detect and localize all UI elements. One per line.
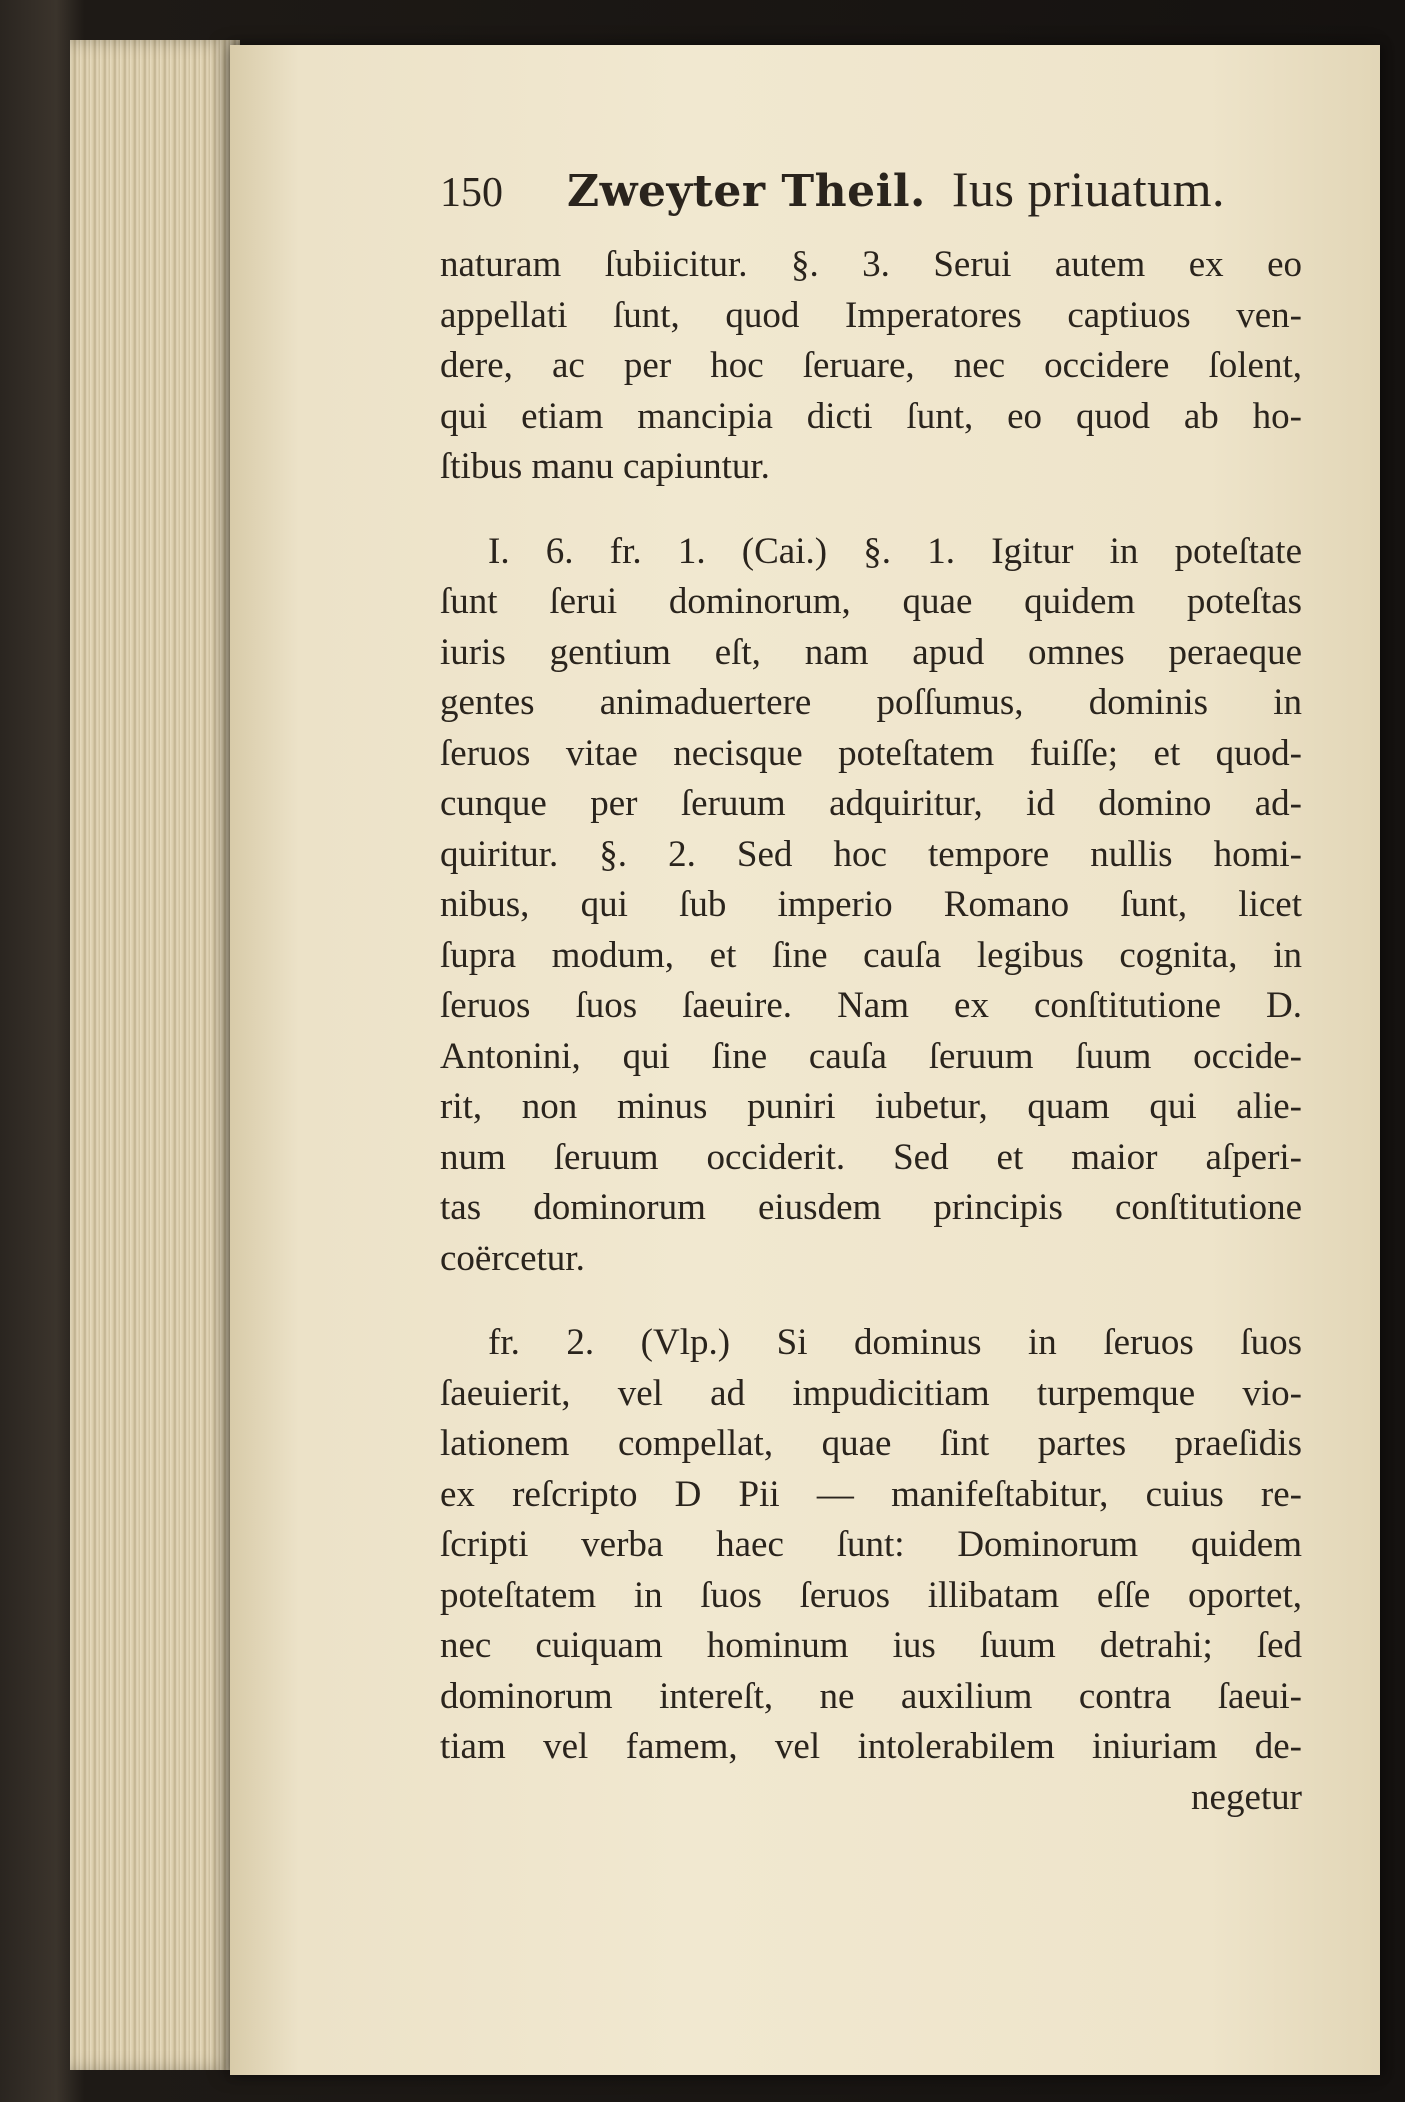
- text-line: appellati ſunt, quod Imperatores captiuos ven-: [440, 294, 1302, 336]
- text-line: num ſeruum occiderit. Sed et maior aſperi-: [440, 1136, 1302, 1178]
- text-line: cunque per ſeruum adquiritur, id domino ad-: [440, 783, 1302, 824]
- paragraph-1: [440, 240, 1302, 493]
- page-text: [440, 160, 1302, 1823]
- text-line: ſeruos ſuos ſaeuire. Nam ex conſtitutione D.: [440, 985, 1302, 1026]
- text-line: rit, non minus puniri iubetur, quam qui alie-: [440, 1086, 1302, 1127]
- book-page-edges: [70, 40, 240, 2070]
- text-line: naturam ſubiicitur. §. 3. Serui autem ex eo: [440, 244, 1302, 285]
- text-line: dere, ac per hoc ſeruare, nec occidere ſolent,: [440, 345, 1302, 386]
- paragraph-3: [440, 1318, 1302, 1823]
- text-line: ſeruos vitae necisque poteſtatem fuiſſe; et quod-: [440, 732, 1302, 774]
- text-line: ex reſcripto D Pii — manifeſtabitur, cuius re-: [440, 1473, 1302, 1515]
- running-title-german: Zweyter Theil.: [567, 166, 926, 217]
- running-header: [440, 160, 1302, 240]
- text-line: Antonini, qui ſine cauſa ſeruum ſuum occide-: [440, 1035, 1302, 1077]
- text-line: poteſtatem in ſuos ſeruos illibatam eſſe oportet,: [440, 1574, 1302, 1616]
- text-line: iuris gentium eſt, nam apud omnes peraeque: [440, 631, 1302, 673]
- text-line: ſupra modum, et ſine cauſa legibus cognita, in: [440, 934, 1302, 976]
- text-line: qui etiam mancipia dicti ſunt, eo quod ab ho-: [440, 395, 1302, 437]
- text-line: coërcetur.: [440, 1237, 585, 1279]
- text-line: I. 6. fr. 1. (Cai.) §. 1. Igitur in poteſtate: [488, 530, 1302, 572]
- text-line: dominorum intereſt, ne auxilium contra ſaeui-: [440, 1675, 1302, 1717]
- text-line: gentes animaduertere poſſumus, dominis in: [440, 682, 1302, 723]
- text-line: lationem compellat, quae ſint partes praeſidis: [440, 1423, 1302, 1464]
- text-line: ſunt ſerui dominorum, quae quidem poteſtas: [440, 581, 1302, 622]
- text-line: tas dominorum eiusdem principis conſtitutione: [440, 1187, 1302, 1228]
- text-line: fr. 2. (Vlp.) Si dominus in ſeruos ſuos: [488, 1322, 1302, 1363]
- text-line: nec cuiquam hominum ius ſuum detrahi; ſed: [440, 1625, 1302, 1666]
- text-line: nibus, qui ſub imperio Romano ſunt, licet: [440, 884, 1302, 925]
- catchword: negetur: [1191, 1776, 1302, 1818]
- text-line: quiritur. §. 2. Sed hoc tempore nullis homi-: [440, 833, 1302, 875]
- text-line: tiam vel famem, vel intolerabilem iniuriam de-: [440, 1726, 1302, 1767]
- paragraph-2: [440, 527, 1302, 1285]
- text-line: ſaeuierit, vel ad impudicitiam turpemque vio-: [440, 1372, 1302, 1414]
- text-line: ſcripti verba haec ſunt: Dominorum quidem: [440, 1524, 1302, 1565]
- text-line: ſtibus manu capiuntur.: [440, 446, 770, 487]
- running-title-latin: Ius priuatum.: [951, 161, 1225, 217]
- page-number: 150: [440, 170, 503, 216]
